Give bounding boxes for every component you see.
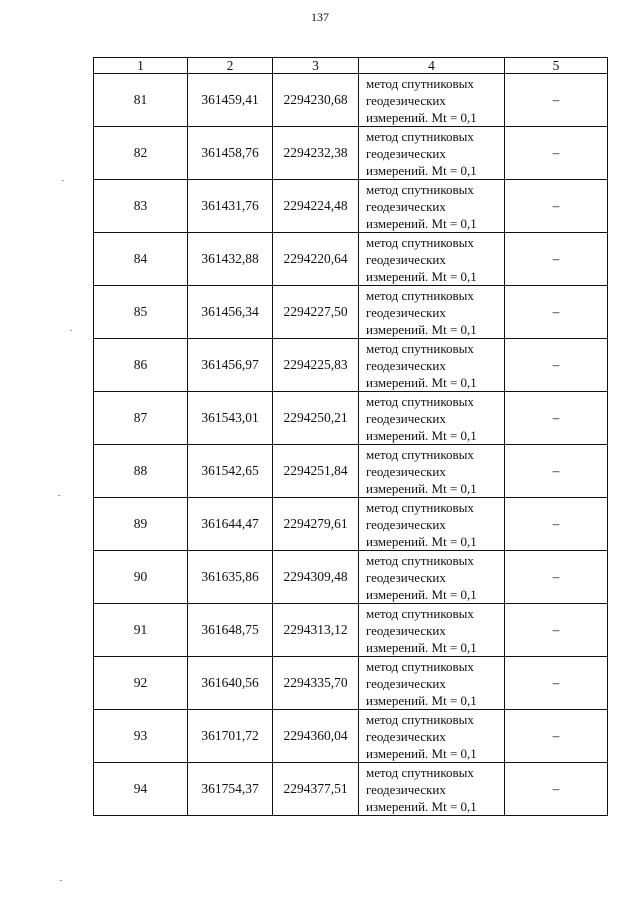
method-line: метод спутниковых <box>366 75 474 91</box>
y-coordinate-cell: 2294309,48 <box>273 551 359 604</box>
table-row <box>94 233 608 286</box>
x-coordinate-cell: 361456,34 <box>188 286 273 339</box>
method-line: геодезических <box>366 92 446 108</box>
method-cell <box>359 286 505 339</box>
y-coordinate-cell: 2294220,64 <box>273 233 359 286</box>
method-cell <box>359 233 505 286</box>
method-line: метод спутниковых <box>366 711 474 727</box>
table-row <box>94 392 608 445</box>
page-number: 137 <box>311 10 329 24</box>
table-row <box>94 180 608 233</box>
method-line: метод спутниковых <box>366 446 474 462</box>
point-number-cell: 85 <box>94 286 188 339</box>
note-cell: – <box>505 339 608 392</box>
method-cell <box>359 498 505 551</box>
method-line: метод спутниковых <box>366 393 474 409</box>
table-header <box>94 58 608 74</box>
header-col-4: 4 <box>359 58 505 74</box>
table-row <box>94 710 608 763</box>
method-line: геодезических <box>366 622 446 638</box>
method-line: измерений. Mt = 0,1 <box>366 162 477 178</box>
point-number-cell: 83 <box>94 180 188 233</box>
table-row <box>94 127 608 180</box>
point-number-cell: 82 <box>94 127 188 180</box>
table-row <box>94 74 608 127</box>
note-cell: – <box>505 180 608 233</box>
y-coordinate-cell: 2294225,83 <box>273 339 359 392</box>
header-col-3: 3 <box>273 58 359 74</box>
method-line: метод спутниковых <box>366 552 474 568</box>
method-line: метод спутниковых <box>366 128 474 144</box>
point-number-cell: 86 <box>94 339 188 392</box>
table-body <box>94 74 608 816</box>
point-number-cell: 92 <box>94 657 188 710</box>
note-cell: – <box>505 233 608 286</box>
y-coordinate-cell: 2294279,61 <box>273 498 359 551</box>
y-coordinate-cell: 2294227,50 <box>273 286 359 339</box>
note-cell: – <box>505 551 608 604</box>
method-line: измерений. Mt = 0,1 <box>366 480 477 496</box>
method-line: метод спутниковых <box>366 287 474 303</box>
y-coordinate-cell: 2294251,84 <box>273 445 359 498</box>
x-coordinate-cell: 361543,01 <box>188 392 273 445</box>
header-row <box>94 58 608 74</box>
scan-speck <box>58 495 60 496</box>
method-cell <box>359 180 505 233</box>
method-line: геодезических <box>366 516 446 532</box>
y-coordinate-cell: 2294377,51 <box>273 763 359 816</box>
method-line: измерений. Mt = 0,1 <box>366 109 477 125</box>
note-cell: – <box>505 763 608 816</box>
method-line: метод спутниковых <box>366 234 474 250</box>
point-number-cell: 81 <box>94 74 188 127</box>
scan-speck <box>60 880 62 881</box>
x-coordinate-cell: 361431,76 <box>188 180 273 233</box>
header-col-1: 1 <box>94 58 188 74</box>
point-number-cell: 88 <box>94 445 188 498</box>
method-line: геодезических <box>366 198 446 214</box>
method-line: измерений. Mt = 0,1 <box>366 374 477 390</box>
method-line: геодезических <box>366 463 446 479</box>
method-cell <box>359 74 505 127</box>
note-cell: – <box>505 710 608 763</box>
method-cell <box>359 657 505 710</box>
method-cell <box>359 763 505 816</box>
method-line: измерений. Mt = 0,1 <box>366 427 477 443</box>
method-line: измерений. Mt = 0,1 <box>366 533 477 549</box>
note-cell: – <box>505 127 608 180</box>
note-cell: – <box>505 657 608 710</box>
header-col-5: 5 <box>505 58 608 74</box>
y-coordinate-cell: 2294232,38 <box>273 127 359 180</box>
table-row <box>94 657 608 710</box>
method-cell <box>359 445 505 498</box>
point-number-cell: 87 <box>94 392 188 445</box>
x-coordinate-cell: 361542,65 <box>188 445 273 498</box>
method-line: метод спутниковых <box>366 499 474 515</box>
x-coordinate-cell: 361754,37 <box>188 763 273 816</box>
method-line: геодезических <box>366 410 446 426</box>
x-coordinate-cell: 361640,56 <box>188 657 273 710</box>
note-cell: – <box>505 498 608 551</box>
method-cell <box>359 604 505 657</box>
method-line: геодезических <box>366 357 446 373</box>
y-coordinate-cell: 2294224,48 <box>273 180 359 233</box>
coordinates-table <box>93 57 608 816</box>
y-coordinate-cell: 2294360,04 <box>273 710 359 763</box>
method-line: геодезических <box>366 304 446 320</box>
table-row <box>94 551 608 604</box>
point-number-cell: 93 <box>94 710 188 763</box>
method-cell <box>359 339 505 392</box>
point-number-cell: 94 <box>94 763 188 816</box>
table-row <box>94 604 608 657</box>
point-number-cell: 90 <box>94 551 188 604</box>
x-coordinate-cell: 361432,88 <box>188 233 273 286</box>
note-cell: – <box>505 604 608 657</box>
table-row <box>94 498 608 551</box>
table-row <box>94 763 608 816</box>
note-cell: – <box>505 286 608 339</box>
x-coordinate-cell: 361635,86 <box>188 551 273 604</box>
x-coordinate-cell: 361644,47 <box>188 498 273 551</box>
method-line: геодезических <box>366 569 446 585</box>
x-coordinate-cell: 361456,97 <box>188 339 273 392</box>
method-line: геодезических <box>366 781 446 797</box>
x-coordinate-cell: 361458,76 <box>188 127 273 180</box>
x-coordinate-cell: 361459,41 <box>188 74 273 127</box>
table-row <box>94 286 608 339</box>
scan-speck <box>62 180 64 181</box>
point-number-cell: 89 <box>94 498 188 551</box>
table-row <box>94 445 608 498</box>
method-line: метод спутниковых <box>366 340 474 356</box>
method-line: измерений. Mt = 0,1 <box>366 798 477 814</box>
method-line: измерений. Mt = 0,1 <box>366 692 477 708</box>
method-line: геодезических <box>366 145 446 161</box>
method-line: геодезических <box>366 251 446 267</box>
table-row <box>94 339 608 392</box>
method-cell <box>359 710 505 763</box>
y-coordinate-cell: 2294335,70 <box>273 657 359 710</box>
point-number-cell: 91 <box>94 604 188 657</box>
method-line: метод спутниковых <box>366 605 474 621</box>
y-coordinate-cell: 2294230,68 <box>273 74 359 127</box>
point-number-cell: 84 <box>94 233 188 286</box>
method-line: метод спутниковых <box>366 658 474 674</box>
method-line: измерений. Mt = 0,1 <box>366 586 477 602</box>
method-line: измерений. Mt = 0,1 <box>366 639 477 655</box>
method-cell <box>359 551 505 604</box>
x-coordinate-cell: 361648,75 <box>188 604 273 657</box>
x-coordinate-cell: 361701,72 <box>188 710 273 763</box>
method-line: метод спутниковых <box>366 764 474 780</box>
method-line: измерений. Mt = 0,1 <box>366 268 477 284</box>
header-col-2: 2 <box>188 58 273 74</box>
note-cell: – <box>505 392 608 445</box>
method-cell <box>359 127 505 180</box>
method-line: геодезических <box>366 728 446 744</box>
method-line: метод спутниковых <box>366 181 474 197</box>
scan-speck <box>70 330 72 331</box>
note-cell: – <box>505 74 608 127</box>
method-line: измерений. Mt = 0,1 <box>366 321 477 337</box>
note-cell: – <box>505 445 608 498</box>
method-cell <box>359 392 505 445</box>
method-line: измерений. Mt = 0,1 <box>366 215 477 231</box>
y-coordinate-cell: 2294313,12 <box>273 604 359 657</box>
method-line: геодезических <box>366 675 446 691</box>
y-coordinate-cell: 2294250,21 <box>273 392 359 445</box>
method-line: измерений. Mt = 0,1 <box>366 745 477 761</box>
